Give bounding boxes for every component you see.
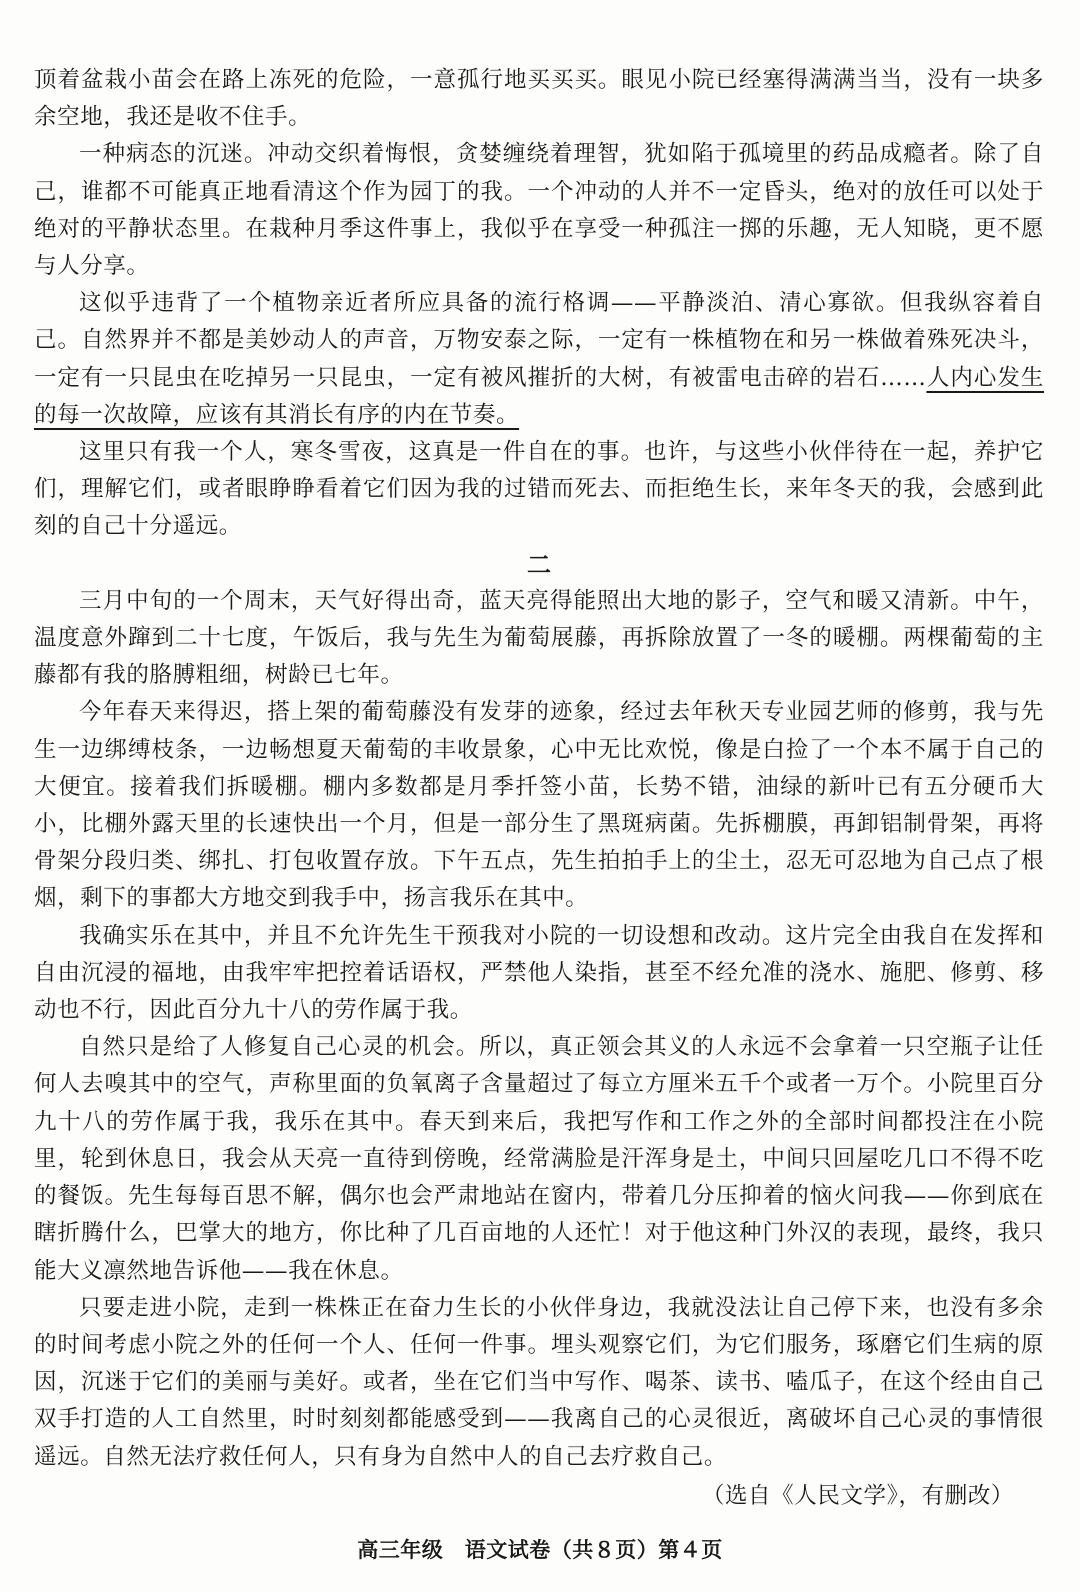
page-footer: 高三年级 语文试卷（共８页）第４页 [357,1537,723,1562]
paragraph: 只要走进小院，走到一株株正在奋力生长的小伙伴身边，我就没法让自己停下来，也没有多余的时间考虑小院之外的任何一个人、任何一件事。埋头观察它们，为它们服务，琢磨它们生病的原因，沉迷于它们的美丽与美好。或者，坐在它们当中写作、喝茶、读书、嗑瓜子，在这个经由自己双手打造的人工自然里，时时刻刻都能感受到——我离自己的心灵很近，离破坏自己心灵的事情很遥远。自然无法疗救任何人，只有身为自然中人的自己去疗救自己。 [34,1294,1044,1470]
paragraph: 三月中旬的一个周末，天气好得出奇，蓝天亮得能照出大地的影子，空气和暖又清新。中午，温度意外蹿到二十七度，午饭后，我与先生为葡萄展藤，再拆除放置了一冬的暖棚。两棵葡萄的主藤都有我的胳膊粗细，树龄已七年。 [34,587,1044,689]
paragraph: 这里只有我一个人，寒冬雪夜，这真是一件自在的事。也许，与这些小伙伴待在一起，养护它们，理解它们，或者眼睁睁看着它们因为我的过错而死去、而拒绝生长，来年冬天的我，会感到此刻的自己十分遥远。 [34,439,1044,540]
article-body [34,62,1044,1515]
paragraph: 今年春天来得迟，搭上架的葡萄藤没有发芽的迹象，经过去年秋天专业园艺师的修剪，我与先生一边绑缚枝条，一边畅想夏天葡萄的丰收景象，心中无比欢悦，像是白捡了一个本不属于自己的大便宜。接着我们拆暖棚。棚内多数都是月季扦签小苗，长势不错，油绿的新叶已有五分硬币大小，比棚外露天里的长速快出一个月，但是一部分生了黑斑病菌。先拆棚膜，再卸铝制骨架，再将骨架分段归类、绑扎、打包收置存放。下午五点，先生拍拍手上的尘土，忍无可忍地为自己点了根烟，剩下的事都大方地交到我手中，扬言我乐在其中。 [34,699,1044,912]
paragraph: 自然只是给了人修复自己心灵的机会。所以，真正领会其义的人永远不会拿着一只空瓶子让任何人去嗅其中的空气，声称里面的负氧离子含量超过了每立方厘米五千个或者一万个。小院里百分九十八的劳作属于我，我乐在其中。春天到来后，我把写作和工作之外的全部时间都投注在小院里，轮到休息日，我会从天亮一直待到傍晚，经常满脸是汗浑身是土，中间只回屋吃几口不得不吃的餐饭。先生每每百思不解，偶尔也会严肃地站在窗内，带着几分压抑着的恼火问我——你到底在瞎折腾什么，巴掌大的地方，你比种了几百亩地的人还忙！对于他这种门外汉的表现，最终，我只能大义凛然地告诉他——我在休息。 [34,1034,1044,1284]
section-heading: 二 [527,549,551,579]
paragraph-with-underline [34,285,1044,434]
source-citation: （选自《人民文学》，有删改） [701,1482,1014,1509]
paragraph: 一种病态的沉迷。冲动交织着悔恨，贪婪缠绕着理智，犹如陷于孤境里的药品成瘾者。除了自己，谁都不可能真正地看清这个作为园丁的我。一个冲动的人并不一定昏头，绝对的放任可以处于绝对的平静状态里。在栽种月季这件事上，我似乎在享受一种孤注一掷的乐趣，无人知晓，更不愿与人分享。 [34,141,1044,280]
paragraph: 顶着盆栽小苗会在路上冻死的危险，一意孤行地买买买。眼见小院已经塞得满满当当，没有一块多余空地，我还是收不住手。 [34,67,1044,131]
underlined-sentence: 人内心发生的每一次故障，应该有其消长有序的内在节奏。 [34,364,1044,428]
paragraph: 我确实乐在其中，并且不允许先生干预我对小院的一切设想和改动。这片完全由我自在发挥和自由沉浸的福地，由我牢牢把控着话语权，严禁他人染指，甚至不经允准的浇水、施肥、修剪、移动也不行，因此百分九十八的劳作属于我。 [34,922,1044,1024]
paragraph-text: 这似乎违背了一个植物亲近者所应具备的流行格调——平静淡泊、清心寡欲。但我纵容着自己。自然界并不都是美妙动人的声音，万物安泰之际，一定有一株植物在和另一株做着殊死决斗，一定有一只昆虫在吃掉另一只昆虫，一定有被风摧折的大树，有被雷电击碎的岩石…… [34,290,1044,391]
